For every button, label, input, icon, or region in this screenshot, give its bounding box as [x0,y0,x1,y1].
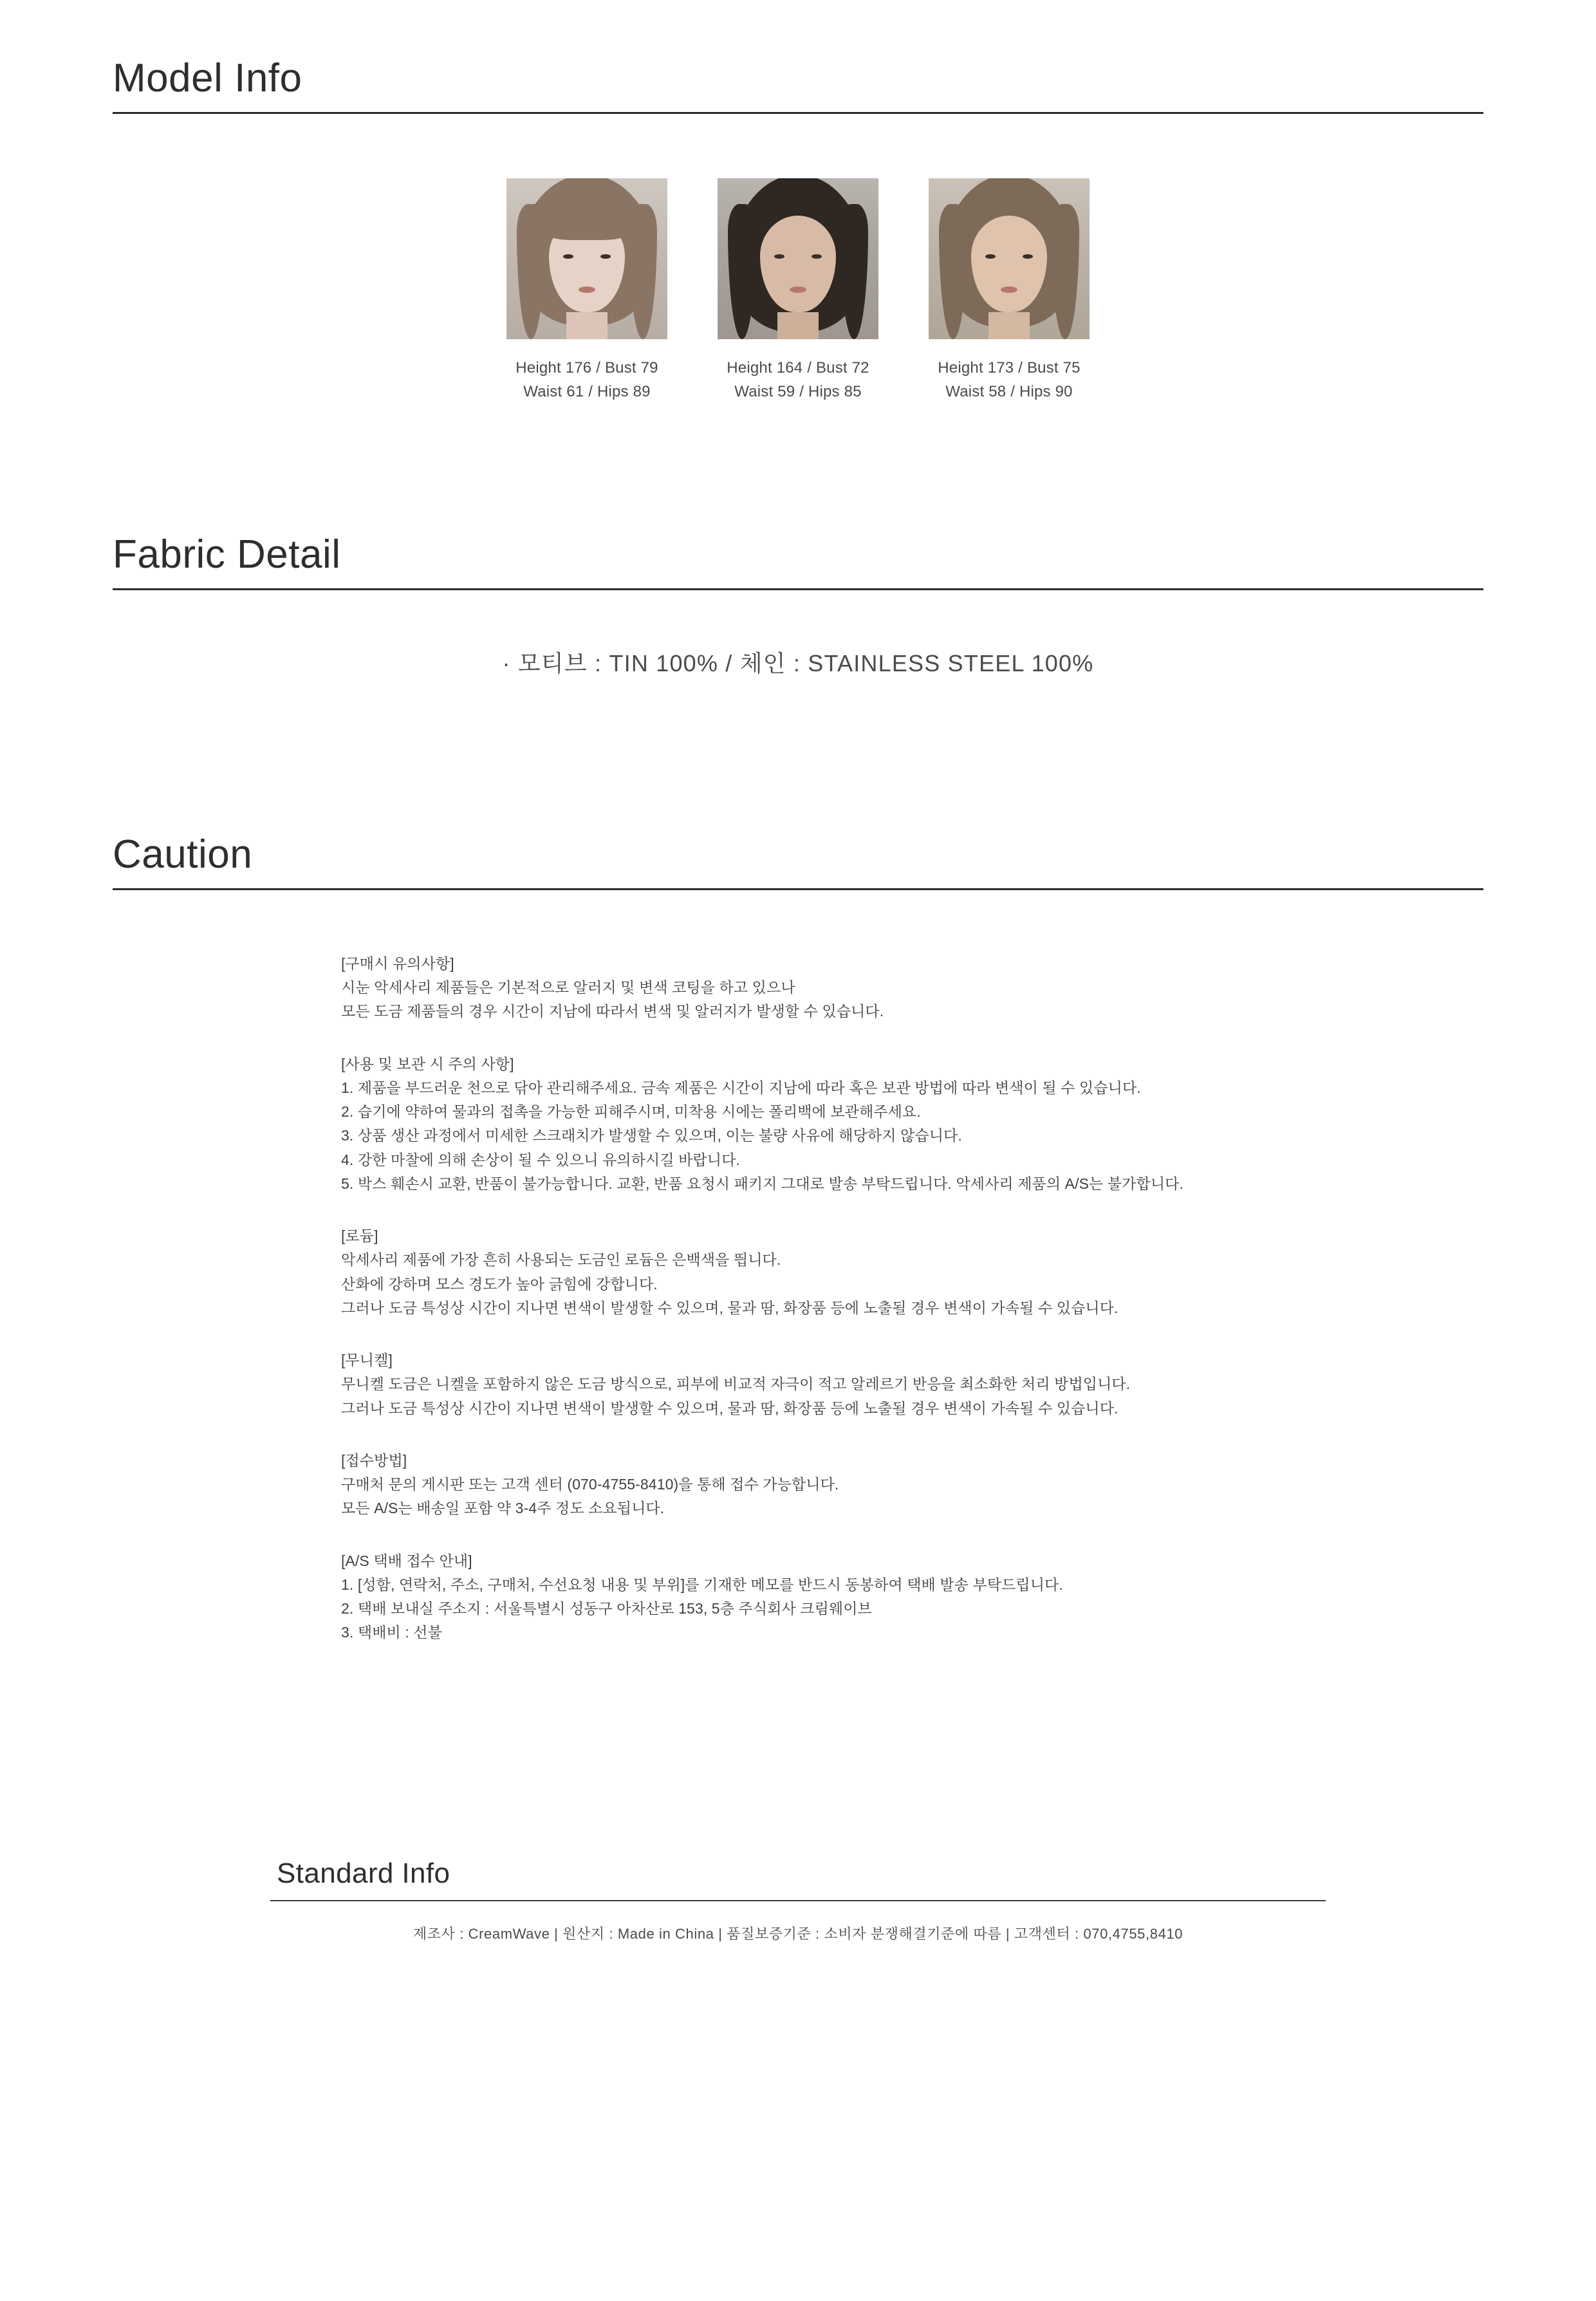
caution-line: 3. 택배비 : 선불 [341,1624,442,1641]
page-title-fabric-detail: Fabric Detail [113,532,341,577]
model-list [0,178,1596,404]
caution-block-heading: [A/S 택배 접수 안내] [341,1552,472,1569]
caution-line: 그러나 도금 특성상 시간이 지나면 변색이 발생할 수 있으며, 물과 땀, 화장품 등에 노출될 경우 변색이 가속될 수 있습니다. [341,1299,1118,1316]
model-measure-line-1: Height 164 / Bust 72 [727,359,869,377]
caution-block [341,1449,1339,1521]
caution-line: 모든 A/S는 배송일 포함 약 3-4주 정도 소요됩니다. [341,1500,665,1517]
page-title-caution: Caution [113,832,253,877]
caution-line: 2. 택배 보내실 주소지 : 서울특별시 성동구 아차산로 153, 5층 주식회사 크림웨이브 [341,1600,872,1617]
caution-line: 모든 도금 제품들의 경우 시간이 지남에 따라서 변색 및 알러지가 발생할 수 있습니다. [341,1003,884,1020]
fabric-detail-heading [113,533,1483,590]
caution-line: 2. 습기에 약하여 물과의 접촉을 가능한 피해주시며, 미착용 시에는 폴리백에 보관해주세요. [341,1103,921,1121]
caution-line: 5. 박스 훼손시 교환, 반품이 불가능합니다. 교환, 반품 요청시 패키지 그대로 발송 부탁드립니다. 악세사리 제품의 A/S는 불가합니다. [341,1175,1183,1192]
fabric-composition-text: · 모티브 : TIN 100% / 체인 : STAINLESS STEEL 100% [502,649,1094,676]
model-card [718,178,878,404]
caution-block [341,1348,1339,1421]
caution-line: 3. 상품 생산 과정에서 미세한 스크래치가 발생할 수 있으며, 이는 불량 사유에 해당하지 않습니다. [341,1127,962,1144]
model-info-heading [113,57,1483,114]
page-title-model-info: Model Info [113,56,302,100]
model-measure-line-2: Waist 59 / Hips 85 [734,383,862,401]
model-measurements [929,356,1090,404]
caution-line: 구매처 문의 게시판 또는 고객 센터 (070-4755-8410)을 통해 접수 가능합니다. [341,1476,839,1493]
caution-block [341,1224,1339,1320]
section-model-info [0,0,1596,404]
model-card [929,178,1090,404]
caution-line: 산화에 강하며 모스 경도가 높아 긁힘에 강합니다. [341,1275,658,1292]
caution-line: 1. [성함, 연락처, 주소, 구매처, 수선요청 내용 및 부위]를 기재한 메모를 반드시 동봉하여 택배 발송 부탁드립니다. [341,1576,1063,1593]
model-measure-line-1: Height 173 / Bust 75 [938,359,1081,377]
caution-line: 1. 제품을 부드러운 천으로 닦아 관리해주세요. 금속 제품은 시간이 지남에 따라 혹은 보관 방법에 따라 변색이 될 수 있습니다. [341,1079,1141,1096]
section-caution [0,678,1596,1645]
caution-block-heading: [로듐] [341,1227,378,1245]
model-measure-line-2: Waist 61 / Hips 89 [523,383,651,401]
model-measurements [506,356,667,404]
model-photo-2 [718,178,878,339]
caution-line: 악세사리 제품에 가장 흔히 사용되는 도금인 로듐은 은백색을 띕니다. [341,1251,781,1269]
caution-block [341,952,1339,1024]
model-measurements [718,356,878,404]
standard-info-text: 제조사 : CreamWave | 원산지 : Made in China | 품질보증기준 : 소비자 분쟁해결기준에 따름 | 고객센터 : 070,4755,8410 [413,1925,1183,1942]
caution-line: 무니켈 도금은 니켈을 포함하지 않은 도금 방식으로, 피부에 비교적 자극이 적고 알레르기 반응을 최소화한 처리 방법입니다. [341,1375,1131,1393]
page-title-standard-info: Standard Info [277,1857,450,1889]
section-fabric-detail [0,404,1596,678]
model-measure-line-1: Height 176 / Bust 79 [515,359,658,377]
caution-heading [113,833,1483,890]
model-measure-line-2: Waist 58 / Hips 90 [945,383,1073,401]
section-standard-info [0,1858,1596,2046]
standard-info-divider [270,1900,1326,1901]
model-photo-1 [506,178,667,339]
caution-block-heading: [구매시 유의사항] [341,955,454,972]
caution-line: 4. 강한 마찰에 의해 손상이 될 수 있으니 유의하시길 바랍니다. [341,1151,740,1168]
caution-block [341,1052,1339,1197]
caution-block-heading: [무니켈] [341,1352,393,1369]
model-photo-3 [929,178,1090,339]
model-card [506,178,667,404]
caution-block-heading: [사용 및 보관 시 주의 사항] [341,1055,514,1072]
caution-line: 시눈 악세사리 제품들은 기본적으로 알러지 및 변색 코팅을 하고 있으나 [341,979,795,996]
caution-content [257,952,1339,1645]
caution-block [341,1549,1339,1645]
caution-block-heading: [접수방법] [341,1451,407,1469]
caution-line: 그러나 도금 특성상 시간이 지나면 변색이 발생할 수 있으며, 물과 땀, 화장품 등에 노출될 경우 변색이 가속될 수 있습니다. [341,1399,1118,1417]
